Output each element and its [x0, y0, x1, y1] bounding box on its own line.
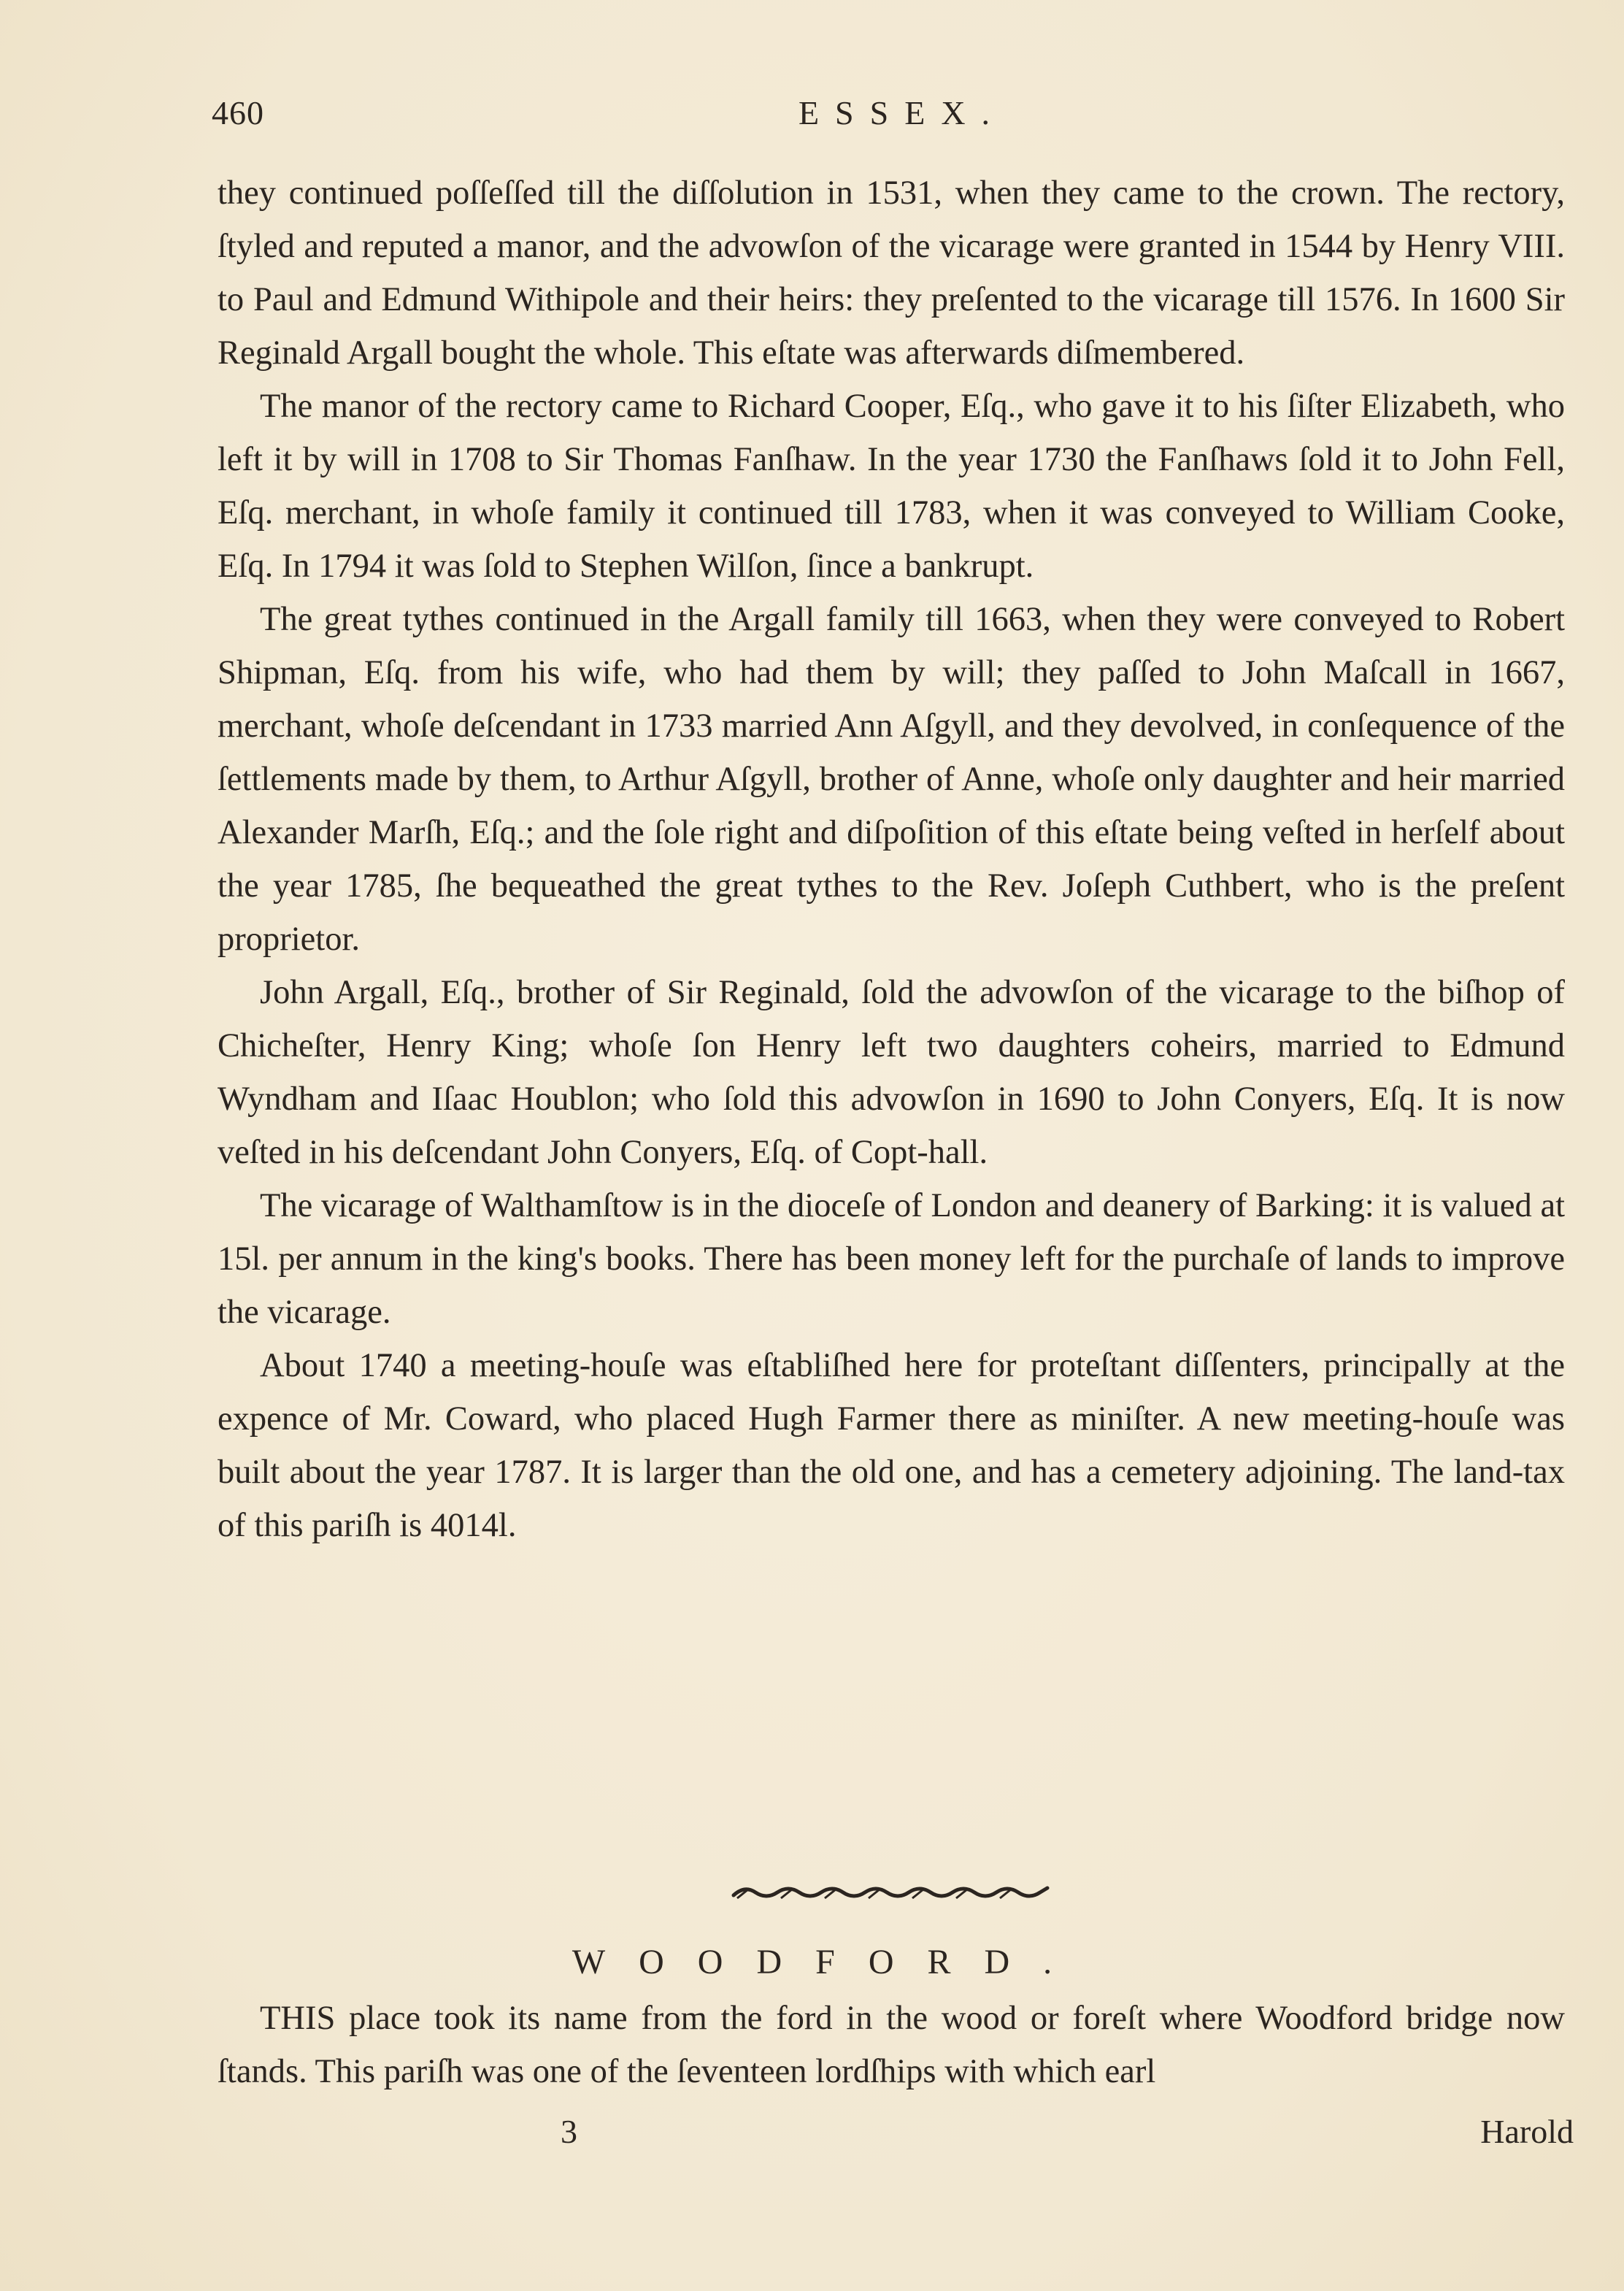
paragraph-woodford: THIS place took its name from the ford in the wood or foreſt where Woodford bridge now ſtands. This pariſh was one of the ſeventeen lordſhips with which earl [218, 2000, 1565, 2090]
paragraph-meeting-house: About 1740 a meeting-houſe was eſtabliſhed here for proteſtant diſſenters, principally at the expence of Mr. Coward, who placed Hugh Farmer there as miniſter. A new meeting-houſe was built about the year 1787. It is larger than the old one, and has a cemetery adjoining. The land-tax of this pariſh is 4014l. [218, 1347, 1565, 1544]
section-title: WOODFORD. [572, 1943, 1086, 1981]
page-number: 460 [212, 94, 264, 131]
ornament-rule [730, 1882, 1051, 1904]
paragraph-rectory-manor: The manor of the rectory came to Richard Cooper, Eſq., who gave it to his ſiſter Elizabeth, who left it by will in 1708 to Sir Thomas Fanſhaw. In the year 1730 the Fanſhaws ſold it to John Fell, Eſq. merchant, in whoſe family it continued till 1783, when it was conveyed to William Cooke, Eſq. In 1794 it was ſold to Stephen Wilſon, ſince a bankrupt. [218, 388, 1565, 585]
section-text [218, 1992, 1565, 2098]
catchword: Harold [1480, 2113, 1574, 2150]
running-head [212, 93, 1577, 152]
page-footer [218, 2112, 1574, 2156]
signature-mark: 3 [561, 2113, 577, 2150]
paragraph-advowson: John Argall, Eſq., brother of Sir Reginald, ſold the advowſon of the vicarage to the biſhop of Chicheſter, Henry King; whoſe ſon Henry left two daughters coheirs, married to Edmund Wyndham and Iſaac Houblon; who ſold this advowſon in 1690 to John Conyers, Eſq. It is now veſted in his deſcendant John Conyers, Eſq. of Copt-hall. [218, 974, 1565, 1171]
paragraph-continued: they continued poſſeſſed till the diſſolution in 1531, when they came to the crown. The rectory, ſtyled and reputed a manor, and the advowſon of the vicarage were granted in 1544 by Henry VIII. to Paul and Edmund Withipole and their heirs: they preſented to the vicarage till 1576. In 1600 Sir Reginald Argall bought the whole. This eſtate was afterwards diſmembered. [218, 174, 1565, 372]
main-text [218, 166, 1565, 1552]
running-title: ESSEX. [798, 94, 1007, 131]
paragraph-vicarage: The vicarage of Walthamſtow is in the dioceſe of London and deanery of Barking: it is valued at 15l. per annum in the king's books. There has been money left for the purchaſe of lands to improve the vicarage. [218, 1187, 1565, 1331]
paragraph-great-tythes: The great tythes continued in the Argall family till 1663, when they were conveyed to Robert Shipman, Eſq. from his wife, who had them by will; they paſſed to John Maſcall in 1667, merchant, whoſe deſcendant in 1733 married Ann Aſgyll, and they devolved, in conſequence of the ſettlements made by them, to Arthur Aſgyll, brother of Anne, whoſe only daughter and heir married Alexander Marſh, Eſq.; and the ſole right and diſpoſition of this eſtate being veſted in herſelf about the year 1785, ſhe bequeathed the great tythes to the Rev. Joſeph Cuthbert, who is the preſent proprietor. [218, 601, 1565, 958]
